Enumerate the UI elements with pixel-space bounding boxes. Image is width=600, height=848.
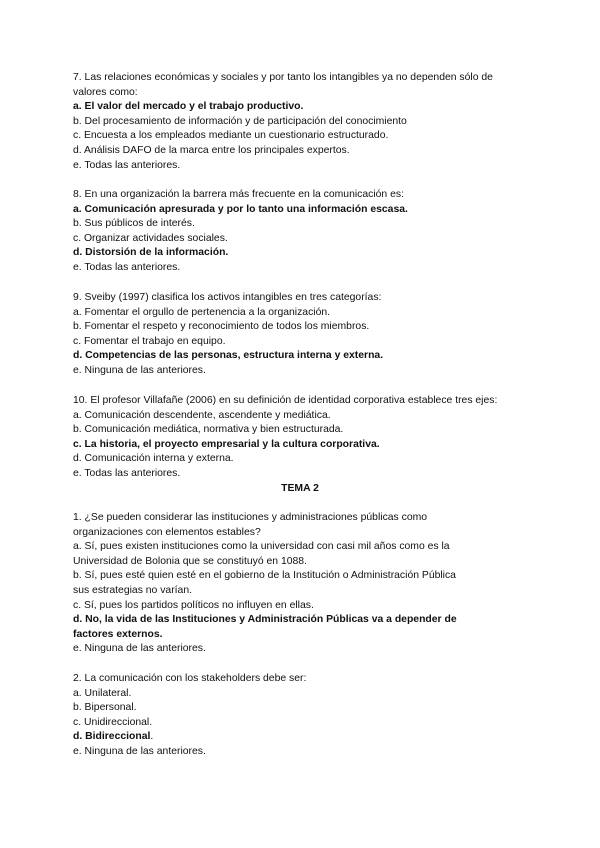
- question-8: [73, 188, 533, 276]
- option-d-correct: [73, 730, 533, 745]
- option-b: b. Sí, pues esté quien esté en el gobierno de la Institución o Administración Pública: [73, 570, 456, 582]
- question-text: 8. En una organización la barrera más frecuente en la comunicación es:: [73, 189, 404, 200]
- option-a: a. Fomentar el orgullo de pertenencia a la organización.: [73, 306, 331, 318]
- option-a: a. Sí, pues existen instituciones como la universidad con casi mil años como es la: [73, 541, 450, 553]
- option-c: c. Unidireccional.: [73, 716, 153, 728]
- option-e: e. Ninguna de las anteriores.: [73, 643, 206, 655]
- option-c: c. Fomentar el trabajo en equipo.: [73, 335, 226, 347]
- option-c: c. Organizar actividades sociales.: [73, 232, 228, 244]
- option-d: d. Análisis DAFO de la marca entre los principales expertos.: [73, 144, 350, 156]
- question-text: 7. Las relaciones económicas y sociales y por tanto los intangibles ya no dependen sólo de: [73, 72, 493, 83]
- option-a: a. Comunicación descendente, ascendente y mediática.: [73, 409, 331, 421]
- option-e: e. Ninguna de las anteriores.: [73, 364, 206, 376]
- option-a-continued: Universidad de Bolonia que se constituyó en 1088.: [73, 555, 307, 567]
- option-d: d. Comunicación interna y externa.: [73, 453, 234, 465]
- tema2-question-2: [73, 672, 533, 760]
- option-e: e. Todas las anteriores.: [73, 261, 181, 273]
- option-a: a. Unilateral.: [73, 687, 132, 699]
- question-text: 2. La comunicación con los stakeholders debe ser:: [73, 673, 307, 684]
- question-text: organizaciones con elementos estables?: [73, 526, 261, 538]
- option-b: b. Comunicación mediática, normativa y bien estructurada.: [73, 424, 344, 436]
- option-e: e. Todas las anteriores.: [73, 159, 181, 171]
- option-d-bold-text: d. Bidireccional: [73, 731, 151, 743]
- option-d-period: .: [150, 731, 154, 743]
- option-b: b. Bipersonal.: [73, 702, 137, 714]
- question-text: 9. Sveiby (1997) clasifica los activos intangibles en tres categorías:: [73, 292, 382, 303]
- question-text: 10. El profesor Villafañe (2006) en su definición de identidad corporativa establece tres ejes:: [73, 395, 498, 406]
- section-heading: TEMA 2: [281, 483, 319, 494]
- option-b: b. Sus públicos de interés.: [73, 218, 195, 230]
- option-c: c. Sí, pues los partidos políticos no influyen en ellas.: [73, 599, 314, 611]
- option-d-correct: d. Competencias de las personas, estructura interna y externa.: [73, 350, 384, 362]
- option-c-correct: c. La historia, el proyecto empresarial y la cultura corporativa.: [73, 438, 380, 450]
- option-d-correct: d. No, la vida de las Instituciones y Administración Públicas va a depender de: [73, 614, 457, 626]
- option-e: e. Ninguna de las anteriores.: [73, 745, 206, 757]
- question-9: [73, 291, 533, 379]
- question-text: 1. ¿Se pueden considerar las instituciones y administraciones públicas como: [73, 512, 428, 523]
- question-text: valores como:: [73, 86, 138, 98]
- question-10: [73, 394, 533, 482]
- option-d-continued: factores externos.: [73, 628, 163, 640]
- option-b: b. Del procesamiento de información y de participación del conocimiento: [73, 115, 407, 127]
- option-d-correct: d. Distorsión de la información.: [73, 247, 229, 259]
- option-a-correct: a. El valor del mercado y el trabajo productivo.: [73, 101, 304, 113]
- option-b: b. Fomentar el respeto y reconocimiento de todos los miembros.: [73, 321, 370, 333]
- option-e: e. Todas las anteriores.: [73, 467, 181, 479]
- question-7: [73, 71, 533, 173]
- tema2-question-1: [73, 511, 533, 657]
- option-b-continued: sus estrategias no varían.: [73, 584, 192, 596]
- option-a-correct: a. Comunicación apresurada y por lo tanto una información escasa.: [73, 203, 408, 215]
- option-c: c. Encuesta a los empleados mediante un cuestionario estructurado.: [73, 130, 389, 142]
